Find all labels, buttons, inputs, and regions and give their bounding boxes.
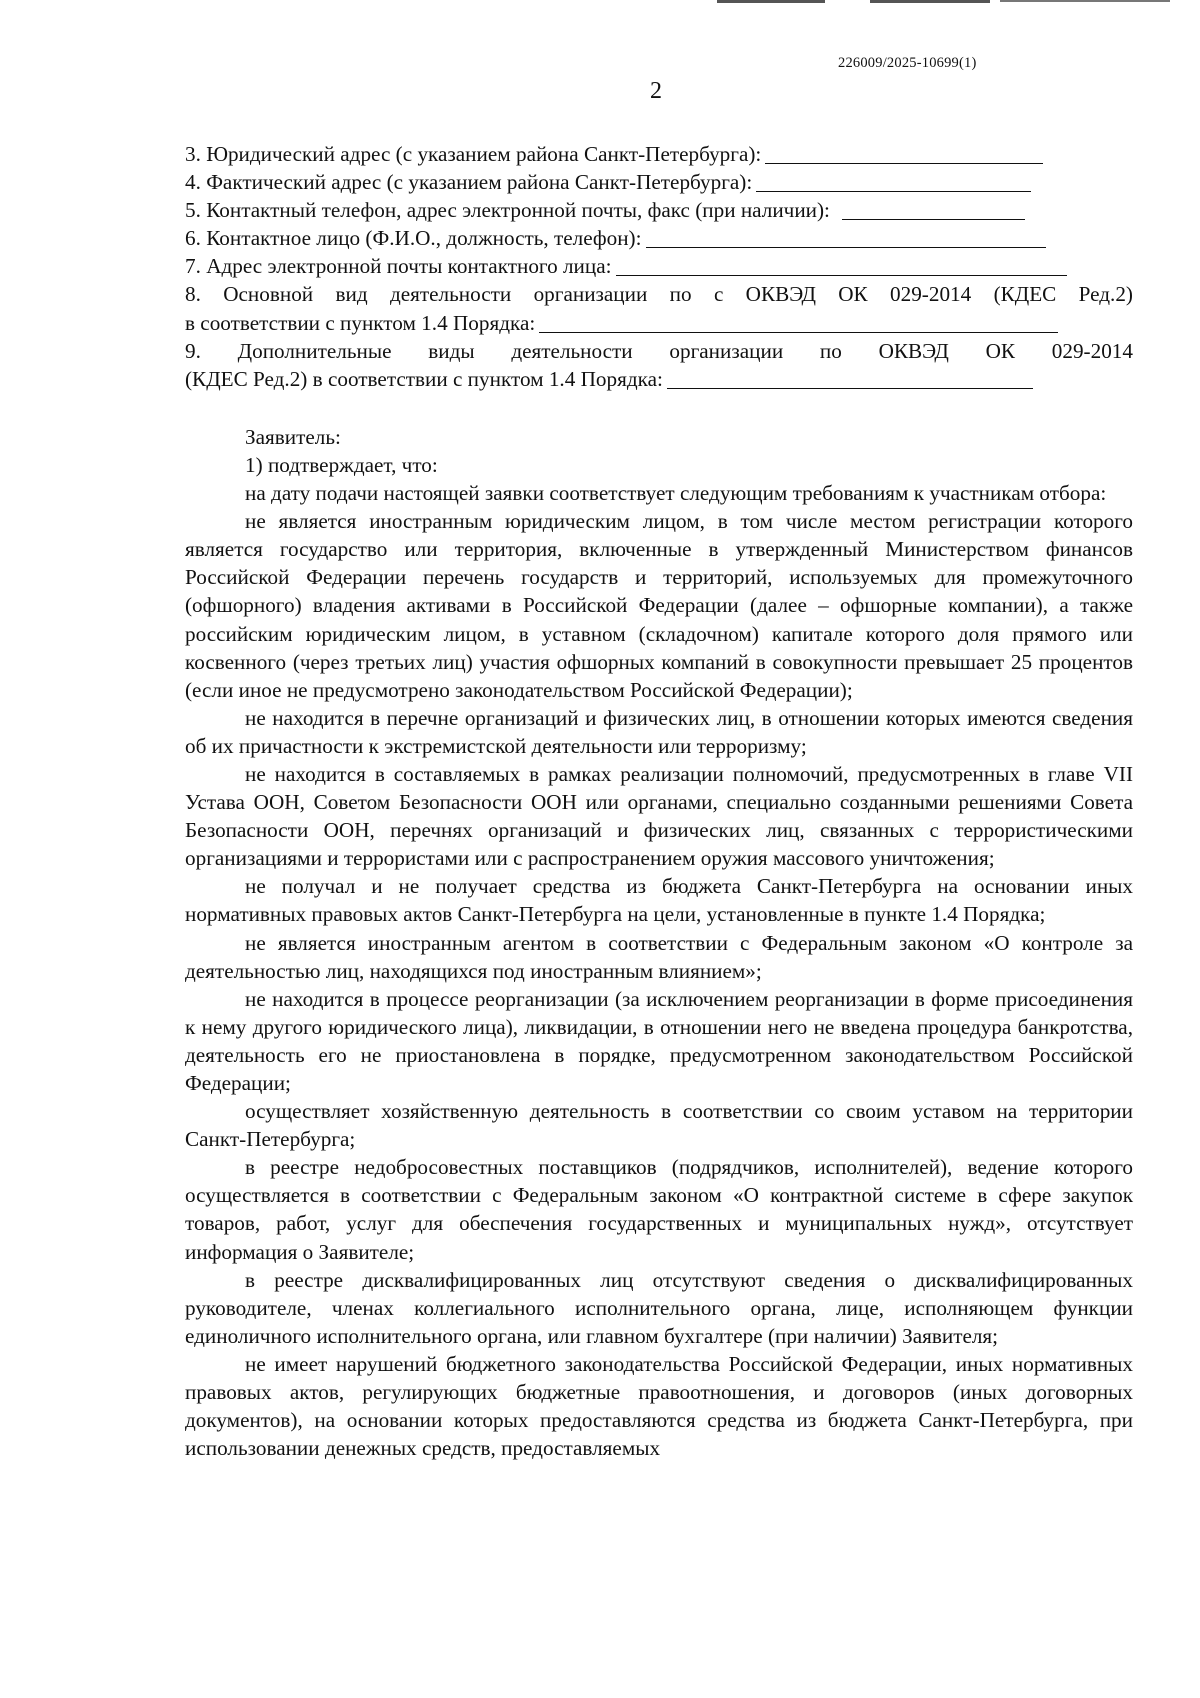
requirement-item: в реестре дисквалифицированных лиц отсутствуют сведения о дисквалифицированных руководителе, членах коллегиального исполнительного органа, лице, исполняющем функции единоличного исполнительного органа, или главном бухгалтере (при наличии) Заявителя; xyxy=(185,1267,1133,1348)
field-row-contact-person xyxy=(185,224,1133,252)
requirement-item: не является иностранным агентом в соответствии с Федеральным законом «О контроле за деятельностью лиц, находящихся под иностранным влиянием»; xyxy=(185,930,1133,983)
fill-in-blank xyxy=(756,169,1031,192)
requirement-item: не является иностранным юридическим лицом, в том числе местом регистрации которого является государство или территория, включенные в утвержденный Министерством финансов Российской Федерации перечень государств и территорий, используемых для промежуточного (офшорного) владения активами в Российской Федерации (далее – офшорные компании), а также российским юридическим лицом, в уставном (складочном) капитале которого доля прямого или косвенного (через третьих лиц) участия офшорных компаний в совокупности превышает 25 процентов (если иное не предусмотрено законодательством Российской Федерации); xyxy=(185,509,1133,702)
field-label: 5. Контактный телефон, адрес электронной почты, факс (при наличии): xyxy=(185,198,830,223)
field-label: 4. Фактический адрес (с указанием района Санкт-Петербурга): xyxy=(185,170,753,195)
spacer xyxy=(185,393,1133,423)
field-row-contact-email xyxy=(185,252,1133,280)
page-number: 2 xyxy=(650,78,662,104)
requirement-item: не находится в составляемых в рамках реализации полномочий, предусмотренных в главе VII Устава ООН, Советом Безопасности ООН или органами, специально созданными решениями Совета Безопасности ООН, перечнях организаций и физических лиц, связанных с террористическими организациями и террористами или с распространением оружия массового уничтожения; xyxy=(185,761,1133,871)
fill-in-blank xyxy=(667,366,1033,389)
field-label: в соответствии с пунктом 1.4 Порядка: xyxy=(185,310,536,335)
field-label: 3. Юридический адрес (с указанием района Санкт-Петербурга): xyxy=(185,142,762,166)
field-row-actual-address xyxy=(185,168,1133,196)
fill-in-blank xyxy=(539,310,1058,333)
fill-in-blank xyxy=(842,197,1025,220)
requirement-item: не получал и не получает средства из бюджета Санкт-Петербурга на основании иных нормативных правовых актов Санкт-Петербурга на цели, установленные в пункте 1.4 Порядка; xyxy=(185,874,1133,927)
field-row-contacts xyxy=(185,196,1133,224)
fill-in-blank xyxy=(616,253,1067,276)
field-row-legal-address xyxy=(185,140,1133,168)
field-row-main-activity xyxy=(185,309,1133,337)
field-8-line-1: 8. Основной вид деятельности организации по с ОКВЭД ОК 029-2014 (КДЕС Ред.2) xyxy=(185,282,1133,307)
scan-edge-mark xyxy=(1000,0,1170,2)
requirement-item: не имеет нарушений бюджетного законодательства Российской Федерации, иных нормативных правовых актов, регулирующих бюджетные правоотношения, и договоров (иных договорных документов), на основании которых предоставляются средства из бюджета Санкт-Петербурга, при использовании денежных средств, предоставляемых xyxy=(185,1351,1133,1461)
requirements-intro: на дату подачи настоящей заявки соответствует следующим требованиям к участникам отбора: xyxy=(245,481,1107,506)
requirement-item: не находится в перечне организаций и физических лиц, в отношении которых имеются сведения об их причастности к экстремистской деятельности или терроризму; xyxy=(185,705,1133,758)
document-body xyxy=(185,140,1133,1462)
applicant-heading: Заявитель: xyxy=(245,424,341,449)
requirement-item: не находится в процессе реорганизации (за исключением реорганизации в форме присоединения к нему другого юридического лица), ликвидации, в отношении него не введена процедура банкротства, деятельность его не приостановлена в порядке, предусмотренном законодательством Российской Федерации; xyxy=(185,986,1133,1095)
requirement-item: осуществляет хозяйственную деятельность в соответствии со своим уставом на территории Санкт-Петербурга; xyxy=(185,1099,1133,1152)
field-label: (КДЕС Ред.2) в соответствии с пунктом 1.4 Порядка: xyxy=(185,366,663,391)
scan-edge-mark xyxy=(717,0,825,3)
field-9-line-1: 9. Дополнительные виды деятельности организации по ОКВЭД ОК 029-2014 xyxy=(185,338,1133,363)
field-label: 7. Адрес электронной почты контактного лица: xyxy=(185,254,612,279)
fill-in-blank xyxy=(765,141,1043,164)
field-label: 6. Контактное лицо (Ф.И.О., должность, телефон): xyxy=(185,226,642,251)
document-registration-number: 226009/2025-10699(1) xyxy=(838,55,977,71)
fill-in-blank xyxy=(646,225,1046,248)
requirement-item: в реестре недобросовестных поставщиков (подрядчиков, исполнителей), ведение которого осуществляется в соответствии с Федеральным законом «О контрактной системе в сфере закупок товаров, работ, услуг для обеспечения государственных и муниципальных нужд», отсутствует информация о Заявителе; xyxy=(185,1155,1133,1264)
applicant-confirms: 1) подтверждает, что: xyxy=(245,452,438,477)
scan-edge-mark xyxy=(870,0,990,3)
field-row-additional-activity xyxy=(185,365,1133,393)
